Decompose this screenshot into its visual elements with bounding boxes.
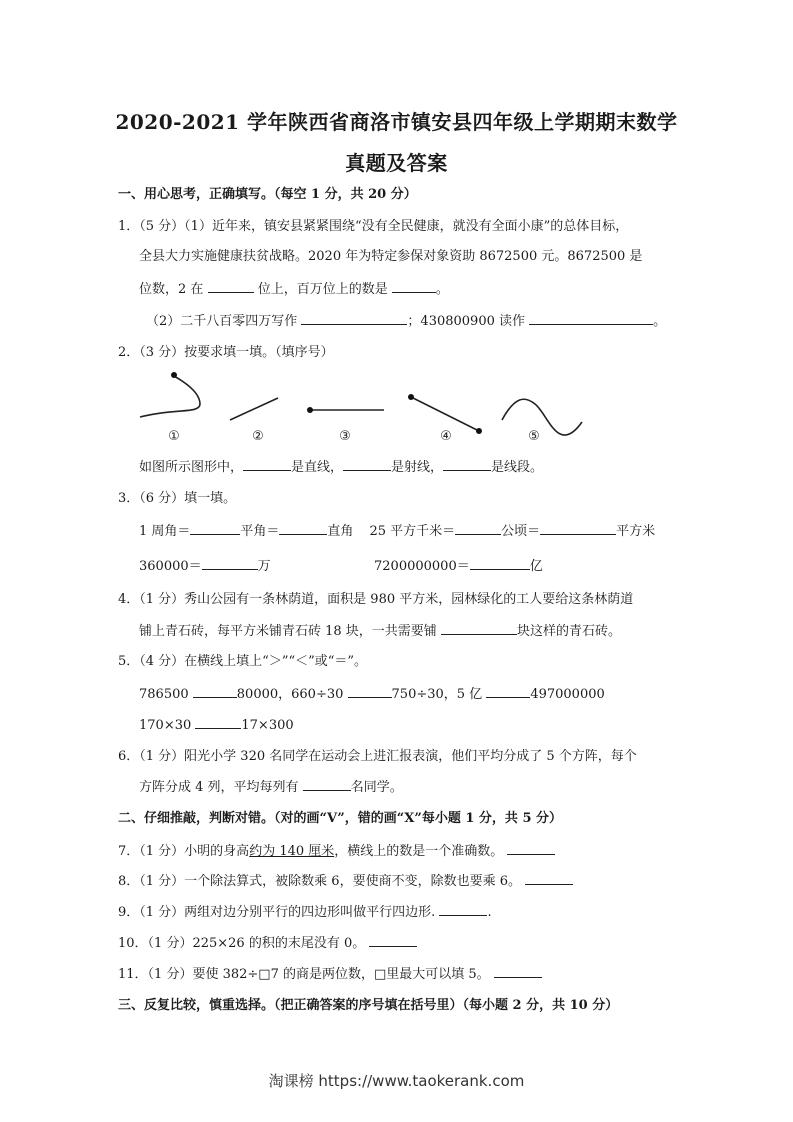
q8-line (118, 872, 688, 891)
q3-a3: 直角 (327, 524, 354, 539)
figure-1-curve-ray (140, 376, 200, 417)
q2-line-1: 2．（3 分）按要求填一填。（填序号） (118, 345, 334, 360)
q4-line-2 (139, 622, 709, 641)
q9-text-b: . (487, 905, 492, 920)
q3-c1: 360000＝ (139, 559, 202, 574)
answer-blank[interactable] (470, 557, 530, 570)
q1-line-2: 全县大力实施健康扶贫战略。2020 年为特定参保对象资助 8672500 元。8672500 是 (139, 249, 643, 264)
q3-c2: 万 (257, 559, 271, 574)
q9-text: 9．（1 分）两组对边分别平行的四边形叫做平行四边形. (118, 905, 436, 920)
q5-a1: 786500 (139, 687, 189, 702)
answer-blank[interactable] (443, 458, 491, 471)
q3-b1: 25 平方千米＝ (369, 524, 456, 539)
figure-2-line (230, 398, 278, 420)
q2-text-b: 是直线， (291, 460, 344, 475)
q5-line-1: 5．（4 分）在横线上填上“＞”“＜”或“＝”。 (118, 654, 368, 669)
section-3-heading: 三、反复比较，慎重选择。（把正确答案的序号填在括号里）（每小题 2 分，共 10 分） (118, 998, 619, 1013)
q3-row-2-right (374, 557, 674, 576)
q11-text: 11．（1 分）要使 382÷□7 的商是两位数，□里最大可以填 5。 (118, 967, 490, 982)
q5-b1: 170×30 (139, 718, 192, 733)
answer-blank[interactable] (348, 685, 392, 698)
line-figures (130, 366, 590, 446)
q7-line (118, 842, 688, 861)
q3-d2: 亿 (529, 559, 543, 574)
q1-l3-text-c: 。 (435, 282, 449, 297)
q8-text: 8．（1 分）一个除法算式，被除数乘 6，要使商不变，除数也要乘 6。 (118, 874, 521, 889)
q7-text-a: 7．（1 分）小明的身高 (118, 844, 250, 859)
answer-blank[interactable] (195, 716, 241, 729)
q4-line-1: 4．（1 分）秀山公园有一条林荫道，面积是 980 平方米，园林绿化的工人要给这条林荫道 (118, 592, 634, 607)
q3-row-1 (139, 522, 709, 541)
q6-text-a: 方阵分成 4 列，平均每列有 (139, 780, 299, 795)
figure-label: ③ (339, 429, 351, 444)
answer-blank[interactable] (343, 458, 391, 471)
q3-a1: 1 周角＝ (139, 524, 191, 539)
figure-4-endpoint-a (408, 394, 414, 400)
q2-text-d: 是线段。 (491, 460, 544, 475)
answer-blank[interactable] (525, 872, 573, 885)
q5-a3: 750÷30，5 亿 (391, 687, 483, 702)
figure-1-endpoint (171, 372, 177, 378)
q5-b2: 17×300 (241, 718, 294, 733)
title-line-2: 真题及答案 (345, 151, 448, 175)
figure-label: ⑤ (528, 429, 540, 444)
section-2-heading: 二、仔细推敲，判断对错。（对的画“V”，错的画“X”每小题 1 分，共 5 分） (118, 811, 563, 826)
q5-row-1 (139, 685, 709, 704)
q1-line-3 (139, 280, 709, 299)
answer-blank[interactable] (279, 522, 327, 535)
answer-blank[interactable] (540, 522, 616, 535)
q5-a2: 80000，660÷30 (236, 687, 344, 702)
q5-row-2 (139, 716, 709, 735)
q10-text: 10．（1 分）225×26 的积的末尾没有 0。 (118, 936, 366, 951)
answer-blank[interactable] (190, 522, 240, 535)
answer-blank[interactable] (439, 903, 487, 916)
q2-text-c: 是射线， (391, 460, 444, 475)
answer-blank[interactable] (193, 685, 237, 698)
figure-4-segment (411, 397, 479, 431)
q6-line-2 (139, 778, 709, 797)
q10-line (118, 934, 688, 953)
q1-l4-text-c: 。 (653, 314, 667, 329)
q4-text-a: 铺上青石砖，每平方米铺青石砖 18 块，一共需要铺 (139, 624, 437, 639)
footer-watermark: 淘课榜 https://www.taokerank.com (268, 1072, 525, 1090)
answer-blank[interactable] (369, 934, 417, 947)
answer-blank[interactable] (507, 842, 555, 855)
q7-underlined: 约为 140 厘米 (249, 844, 335, 859)
answer-blank[interactable] (529, 312, 653, 325)
answer-blank[interactable] (455, 522, 501, 535)
q2-text-a: 如图所示图形中， (139, 460, 244, 475)
q4-text-b: 块这样的青石砖。 (516, 624, 621, 639)
answer-blank[interactable] (208, 280, 254, 293)
q7-text-b: ，横线上的数是一个准确数。 (334, 844, 504, 859)
section-1-heading: 一、用心思考，正确填写。（每空 1 分，共 20 分） (118, 187, 417, 202)
q6-line-1: 6．（1 分）阳光小学 320 名同学在运动会上进汇报表演，他们平均分成了 5 个方阵，每个 (118, 749, 637, 764)
figure-3-endpoint (307, 407, 313, 413)
q1-l3-text-a: 位数，2 在 (139, 282, 204, 297)
title-line-1: 2020-2021 学年陕西省商洛市镇安县四年级上学期期末数学 (115, 110, 678, 134)
q1-l4-text-a: （2）二千八百零四万写作 (146, 314, 298, 329)
q2-line-2 (139, 458, 709, 477)
q6-text-b: 名同学。 (350, 780, 403, 795)
figure-label: ① (168, 429, 180, 444)
figure-4-endpoint-b (476, 428, 482, 434)
figure-label: ④ (440, 429, 452, 444)
q1-line-1: 1．（5 分）（1）近年来，镇安县紧紧围绕“没有全民健康，就没有全面小康”的总体目标， (118, 219, 629, 234)
answer-blank[interactable] (243, 458, 291, 471)
q9-line (118, 903, 688, 922)
answer-blank[interactable] (486, 685, 530, 698)
q3-d1: 7200000000＝ (374, 559, 470, 574)
q5-a4: 497000000 (530, 687, 605, 702)
q1-line-4 (146, 312, 716, 331)
answer-blank[interactable] (303, 778, 351, 791)
answer-blank[interactable] (301, 312, 407, 325)
answer-blank[interactable] (392, 280, 436, 293)
q11-line (118, 965, 688, 984)
q3-b3: 平方米 (616, 524, 656, 539)
q3-b2: 公顷＝ (501, 524, 541, 539)
q1-l4-text-b: ；430800900 读作 (407, 314, 525, 329)
q3-line-1: 3．（6 分）填一填。 (118, 491, 237, 506)
answer-blank[interactable] (441, 622, 517, 635)
figure-5-curve (502, 399, 582, 435)
figure-label: ② (252, 429, 264, 444)
answer-blank[interactable] (202, 557, 258, 570)
q1-l3-text-b: 位上，百万位上的数是 (257, 282, 388, 297)
q3-a2: 平角＝ (240, 524, 280, 539)
answer-blank[interactable] (494, 965, 542, 978)
